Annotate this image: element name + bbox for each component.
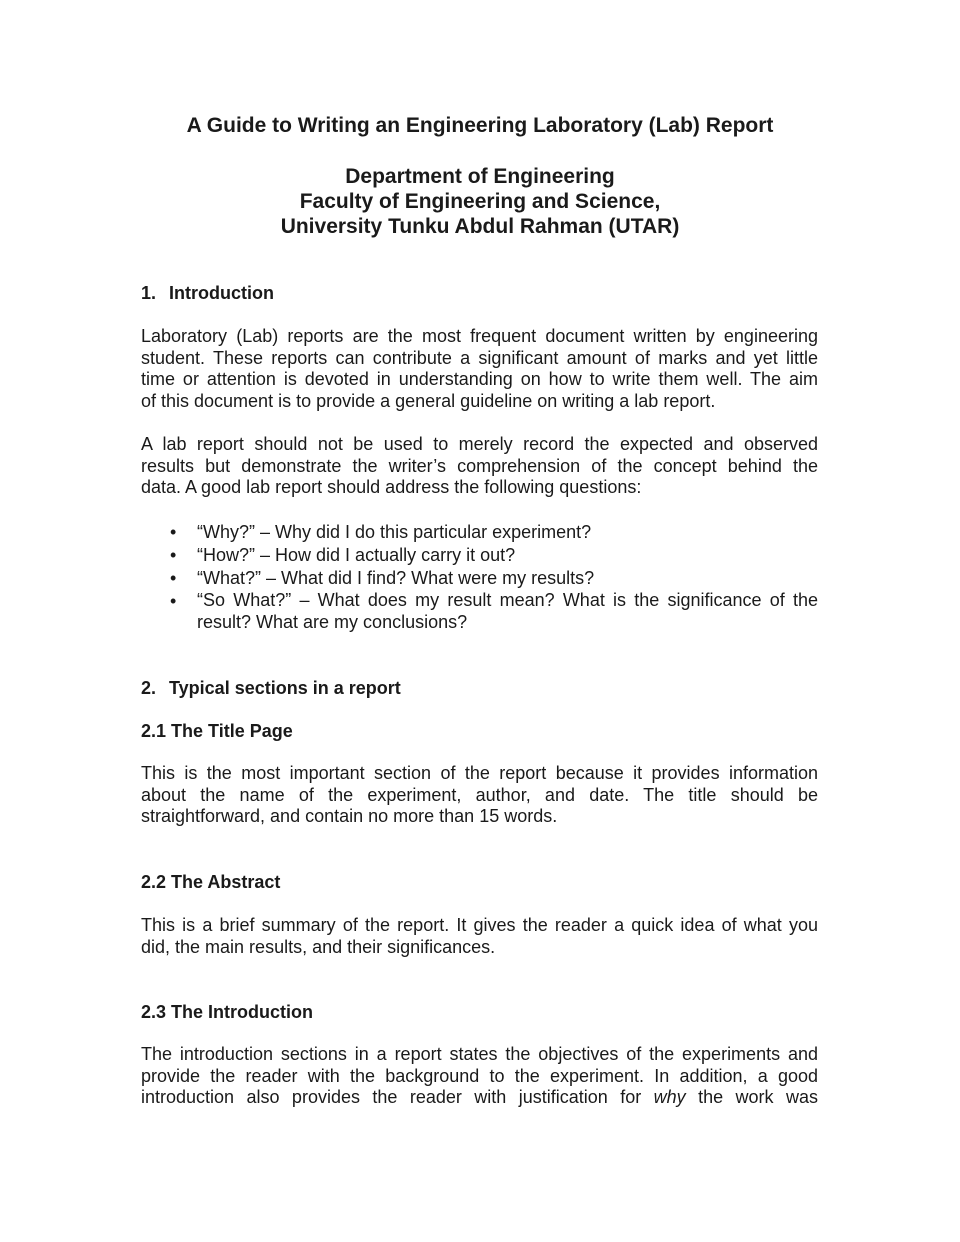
text-line: data. A good lab report should address the following questions: [141,477,642,498]
intro-paragraph-2 [141,434,818,499]
emphasis-text: why [653,1087,686,1108]
text-line: straightforward, and contain no more than 15 words. [141,806,558,827]
university-line: University Tunku Abdul Rahman (UTAR) [280,215,680,238]
faculty-line: Faculty of Engineering and Science, [299,190,661,213]
text-line: The introduction sections in a report states the objectives of the experiments and [141,1044,818,1064]
intro-paragraph-1 [141,326,818,413]
list-item [141,521,818,544]
text-line: This is a brief summary of the report. It gives the reader a quick idea of what you [141,915,818,935]
subsection-heading-abstract: 2.2 The Abstract [141,872,281,892]
text-line: time or attention is devoted in understanding on how to write them well. The aim [141,369,818,390]
bullet-icon: • [170,568,177,588]
text-line: provide the reader with the background to the experiment. In addition, a good [141,1065,818,1086]
questions-list [141,521,818,633]
abstract-paragraph [141,915,818,958]
text-line: Laboratory (Lab) reports are the most frequent document written by engineering [141,326,818,346]
section-number: 1. [141,283,157,303]
section-number: 2. [141,678,157,698]
list-item [141,590,818,633]
department-line: Department of Engineering [345,165,615,188]
bullet-icon: • [170,522,177,542]
text-line: did, the main results, and their significances. [141,936,496,957]
text-line: results but demonstrate the writer’s comprehension of the concept behind the [141,455,818,476]
affiliation-block [0,164,960,239]
text-line: This is the most important section of the report because it provides information [141,763,818,783]
bullet-icon: • [170,591,177,611]
document-title: A Guide to Writing an Engineering Laboratory (Lab) Report [186,114,774,137]
subsection-heading-introduction: 2.3 The Introduction [141,1002,314,1022]
introduction-paragraph [141,1044,818,1109]
subsection-heading-title-page: 2.1 The Title Page [141,721,293,741]
text-fragment: introduction also provides the reader with justification for [141,1087,654,1108]
list-item-text: result? What are my conclusions? [197,611,468,632]
section-title: Typical sections in a report [169,678,401,698]
text-line [141,1087,818,1109]
text-line: student. These reports can contribute a significant amount of marks and yet little [141,347,818,368]
section-title: Introduction [169,283,274,303]
text-line: of this document is to provide a general guideline on writing a lab report. [141,391,716,412]
title-page-paragraph [141,763,818,828]
section-heading-introduction [141,282,274,304]
list-item-text: “So What?” – What does my result mean? What is the significance of the [197,590,818,610]
list-item-text: “Why?” – Why did I do this particular experiment? [197,522,592,542]
bullet-icon: • [170,545,177,565]
list-item [141,544,818,567]
text-line: about the name of the experiment, author, and date. The title should be [141,784,818,805]
text-fragment: the work was [685,1087,818,1108]
section-heading-typical-sections [141,677,401,699]
list-item [141,567,818,590]
list-item-text: “What?” – What did I find? What were my results? [197,568,595,588]
text-line: A lab report should not be used to merely record the expected and observed [141,434,818,454]
list-item-text: “How?” – How did I actually carry it out? [197,545,516,565]
